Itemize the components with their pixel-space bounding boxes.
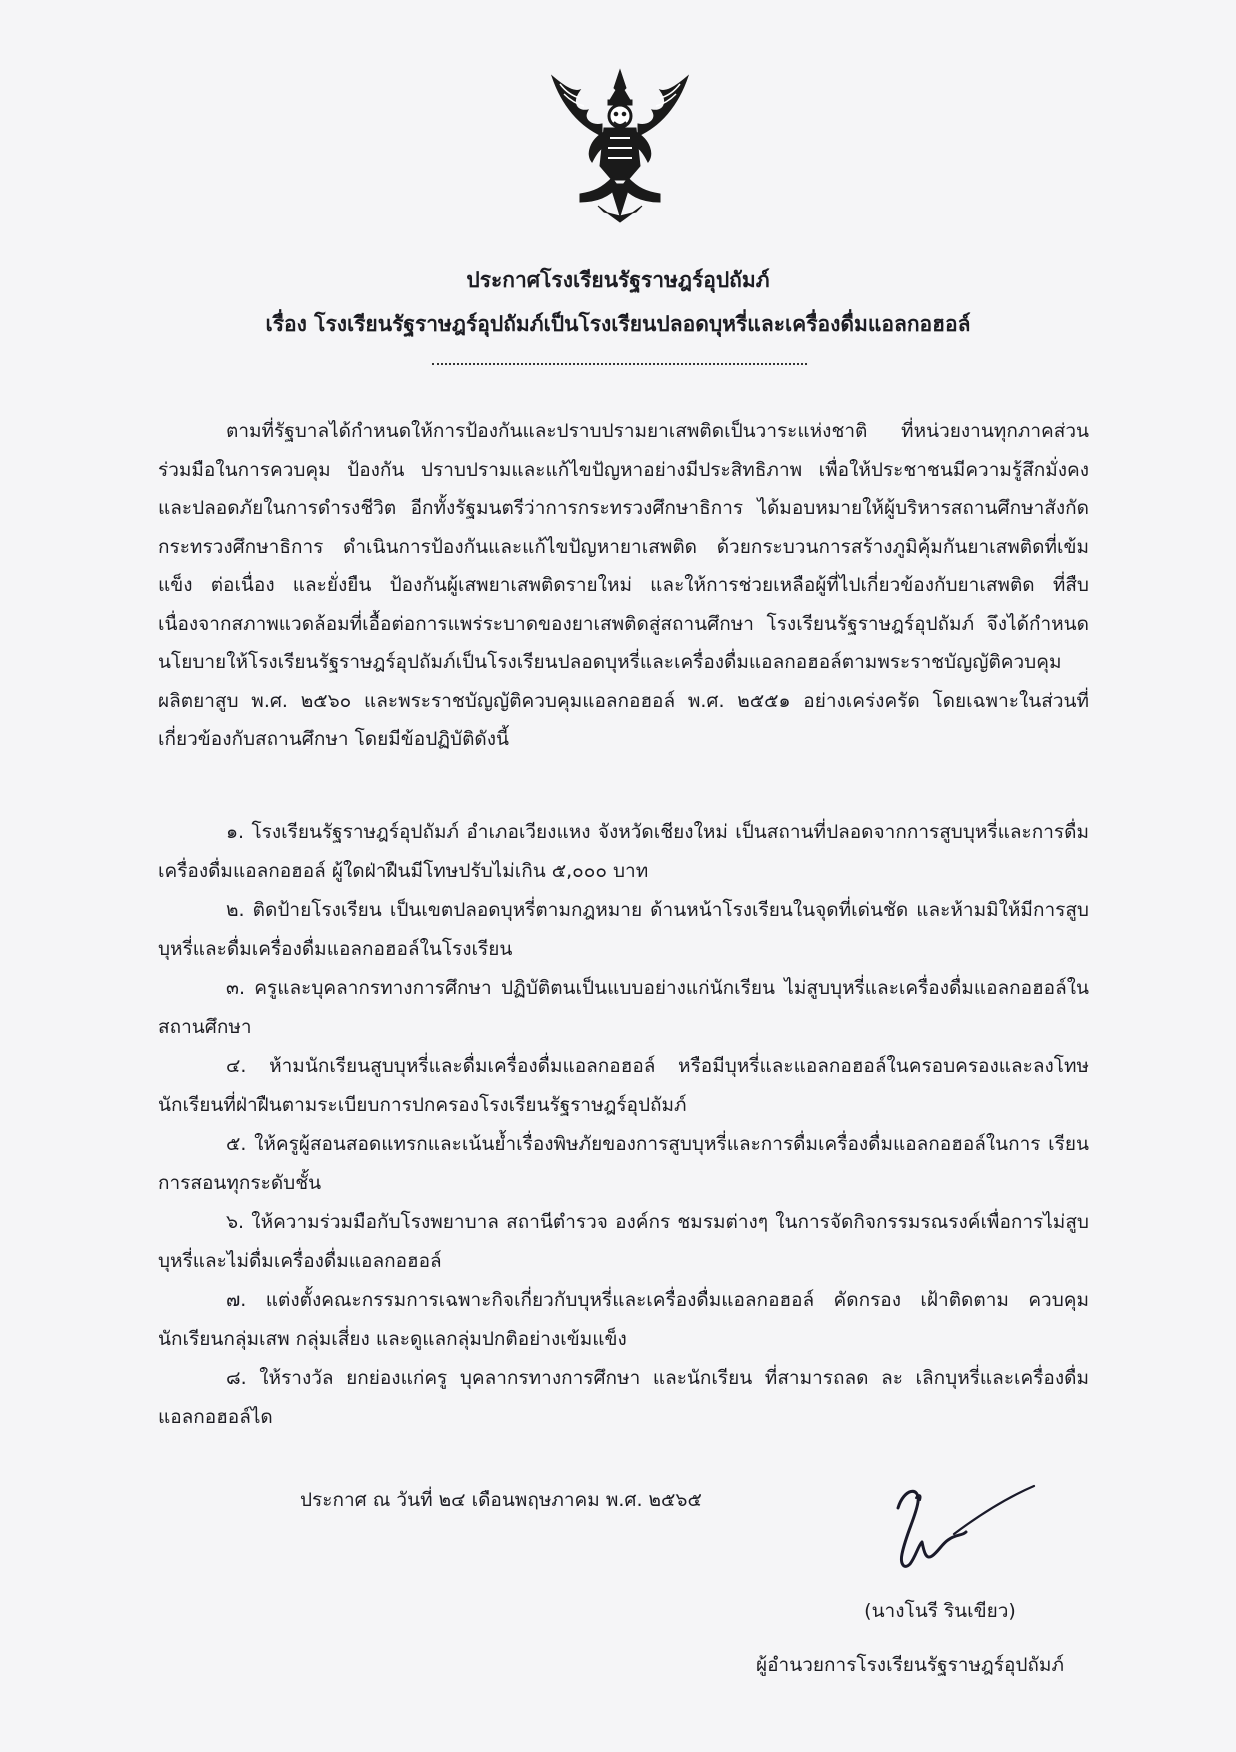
signer-position: ผู้อำนวยการโรงเรียนรัฐราษฎร์อุปถัมภ์: [756, 1654, 1064, 1676]
rule-item-3: ๓. ครูและบุคลากรทางการศึกษา ปฏิบัติตนเป็นแบบอย่างแก่นักเรียน ไม่สูบบุหรี่และเครื่องดื่มแอลกอฮอล์ในสถานศึกษา: [158, 977, 1089, 1038]
announcement-date: ประกาศ ณ วันที่ ๒๔ เดือนพฤษภาคม พ.ศ. ๒๕๖๕: [300, 1489, 702, 1511]
title-separator: [432, 363, 807, 365]
rule-item-4: ๔. ห้ามนักเรียนสูบบุหรี่และดื่มเครื่องดื่มแอลกอฮอล์ หรือมีบุหรี่และแอลกอฮอล์ในครอบครองและลงโทษนักเรียนที่ฝ่าฝืนตามระเบียบการปกครองโรงเรียนรัฐราษฎร์อุปถัมภ์: [158, 1055, 1089, 1116]
rule-item-6: ๖. ให้ความร่วมมือกับโรงพยาบาล สถานีตำรวจ องค์กร ชมรมต่างๆ ในการจัดกิจกรรมรณรงค์เพื่อการไม่สูบบุหรี่และไม่ดื่มเครื่องดื่มแอลกอฮอล์: [158, 1211, 1089, 1272]
rule-item-8: ๘. ให้รางวัล ยกย่องแก่ครู บุคลากรทางการศึกษา และนักเรียน ที่สามารถลด ละ เลิกบุหรี่และเครื่องดื่ม แอลกอฮอล์ได: [158, 1367, 1089, 1428]
document-title: ประกาศโรงเรียนรัฐราษฎร์อุปถัมภ์: [466, 268, 770, 292]
rule-item-7: ๗. แต่งตั้งคณะกรรมการเฉพาะกิจเกี่ยวกับบุหรี่และเครื่องดื่มแอลกอฮอล์ คัดกรอง เฝ้าติดตาม ควบคุม นักเรียนกลุ่มเสพ กลุ่มเสี่ยง และดูแลกลุ่มปกติอย่างเข้มแข็ง: [158, 1289, 1089, 1350]
rule-item-1: ๑. โรงเรียนรัฐราษฎร์อุปถัมภ์ อำเภอเวียงแหง จังหวัดเชียงใหม่ เป็นสถานที่ปลอดจากการสูบบุหรี่และการดื่ม เครื่องดื่มแอลกอฮอล์ ผู้ใดฝ่าฝืนมีโทษปรับไม่เกิน ๕,๐๐๐ บาท: [158, 821, 1089, 882]
intro-paragraph: ตามที่รัฐบาลได้กำหนดให้การป้องกันและปราบปรามยาเสพติดเป็นวาระแห่งชาติ ที่หน่วยงานทุกภาคส่วนร่วมมือในการควบคุม ป้องกัน ปราบปรามและแก้ไขปัญหาอย่างมีประสิทธิภาพ เพื่อให้ประชาชนมีความรู้สึกมั่งคง และปลอดภัยในการดำรงชีวิต อีกทั้งรัฐมนตรีว่าการกระทรวงศึกษาธิการ ได้มอบหมายให้ผู้บริหารสถานศึกษาสังกัดกระทรวงศึกษาธิการ ดำเนินการป้องกันและแก้ไขปัญหายาเสพติด ด้วยกระบวนการสร้างภูมิคุ้มกันยาเสพติดที่เข้มแข็ง ต่อเนื่อง และยั่งยืน ป้องกันผู้เสพยาเสพติดรายใหม่ และให้การช่วยเหลือผู้ที่ไปเกี่ยวข้องกับยาเสพติด ที่สืบเนื่องจากสภาพแวดล้อมที่เอื้อต่อการแพร่ระบาดของยาเสพติดสู่สถานศึกษา โรงเรียนรัฐราษฎร์อุปถัมภ์ จึงได้กำหนดนโยบายให้โรงเรียนรัฐราษฎร์อุปถัมภ์เป็นโรงเรียนปลอดบุหรี่และเครื่องดื่มแอลกอฮอล์ตามพระราชบัญญัติควบคุมผลิตยาสูบ พ.ศ. ๒๕๖๐ และพระราชบัญญัติควบคุมแอลกอฮอล์ พ.ศ. ๒๕๕๑ อย่างเคร่งครัด โดยเฉพาะในส่วนที่เกี่ยวข้องกับสถานศึกษา โดยมีข้อปฏิบัติดังนี้: [158, 420, 1089, 750]
document-subject: เรื่อง โรงเรียนรัฐราษฎร์อุปถัมภ์เป็นโรงเรียนปลอดบุหรี่และเครื่องดื่มแอลกอฮอล์: [265, 312, 971, 336]
handwritten-signature: [858, 1468, 1038, 1588]
rule-item-2: ๒. ติดป้ายโรงเรียน เป็นเขตปลอดบุหรี่ตามกฎหมาย ด้านหน้าโรงเรียนในจุดที่เด่นชัด และห้ามมิให้มีการสูบบุหรี่และดื่มเครื่องดื่มแอลกอฮอล์ในโรงเรียน: [158, 899, 1089, 960]
rule-item-5: ๕. ให้ครูผู้สอนสอดแทรกและเน้นย้ำเรื่องพิษภัยของการสูบบุหรี่และการดื่มเครื่องดื่มแอลกอฮอล์ในการ เรียนการสอนทุกระดับชั้น: [158, 1133, 1089, 1194]
garuda-emblem-icon: [540, 66, 700, 226]
signer-name: (นางโนรี รินเขียว): [864, 1600, 1016, 1622]
